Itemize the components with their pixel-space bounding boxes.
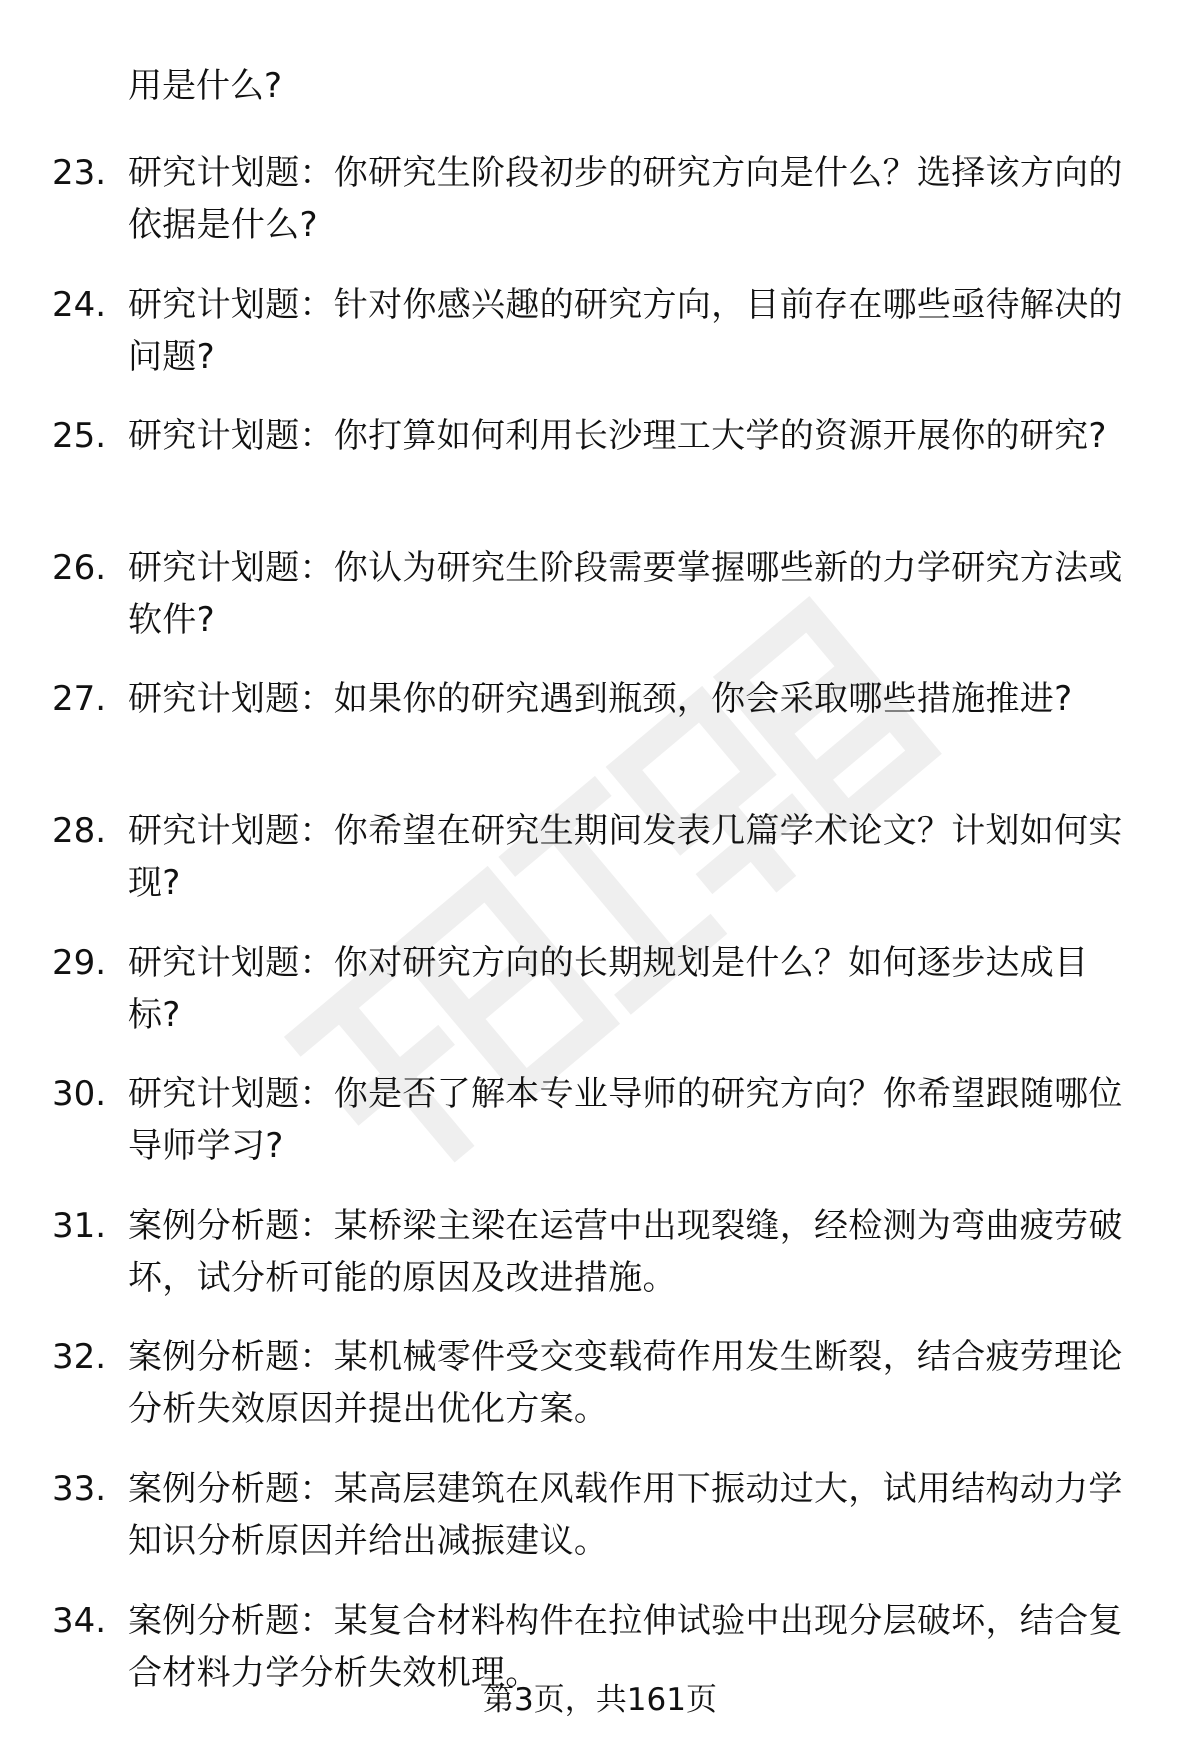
question-number: 32. <box>52 1337 107 1378</box>
question-number: 23. <box>52 153 107 193</box>
question-item <box>0 1463 1200 1595</box>
question-number: 34. <box>52 1600 107 1641</box>
question-number: 31. <box>52 1205 107 1246</box>
page-footer: 第3页，共161页 <box>483 1682 717 1718</box>
question-list <box>0 147 1200 1726</box>
question-text: 研究计划题：你打算如何利用长沙理工大学的资源开展你的研究? <box>128 416 1107 457</box>
question-text: 研究计划题：你希望在研究生期间发表几篇学术论文？计划如何实现? <box>128 810 1123 903</box>
question-number: 30. <box>52 1074 107 1115</box>
question-text: 研究计划题：你对研究方向的长期规划是什么？如何逐步达成目标? <box>128 942 1089 1035</box>
question-text: 案例分析题：某机械零件受交变载荷作用发生断裂，结合疲劳理论分析失效原因并提出优化方案。 <box>128 1337 1123 1430</box>
question-number: 28. <box>52 810 107 851</box>
question-text: 研究计划题：你认为研究生阶段需要掌握哪些新的力学研究方法或软件? <box>128 547 1123 640</box>
question-item <box>0 410 1200 542</box>
question-item <box>0 542 1200 674</box>
question-text: 案例分析题：某高层建筑在风载作用下振动过大，试用结构动力学知识分析原因并给出减振建议。 <box>128 1468 1123 1561</box>
question-item <box>0 805 1200 937</box>
question-item <box>0 1068 1200 1200</box>
question-text: 研究计划题：如果你的研究遇到瓶颈，你会采取哪些措施推进? <box>128 679 1073 720</box>
question-item <box>0 937 1200 1069</box>
question-text: 案例分析题：某复合材料构件在拉伸试验中出现分层破坏，结合复合材料力学分析失效机理。 <box>128 1600 1123 1693</box>
question-number: 33. <box>52 1468 107 1509</box>
question-text: 研究计划题：你是否了解本专业导师的研究方向？你希望跟随哪位导师学习? <box>128 1074 1123 1167</box>
continuation-text: 用是什么? <box>128 66 283 106</box>
question-number: 27. <box>52 679 107 720</box>
question-text: 研究计划题：针对你感兴趣的研究方向，目前存在哪些亟待解决的问题? <box>128 284 1123 377</box>
question-number: 26. <box>52 547 107 588</box>
question-item <box>0 147 1200 279</box>
question-number: 29. <box>52 942 107 983</box>
question-number: 25. <box>52 416 107 457</box>
question-text: 研究计划题：你研究生阶段初步的研究方向是什么？选择该方向的依据是什么? <box>128 153 1123 245</box>
question-item <box>0 1331 1200 1463</box>
question-item <box>0 673 1200 805</box>
question-number: 24. <box>52 284 107 325</box>
question-item <box>0 1200 1200 1332</box>
question-text: 案例分析题：某桥梁主梁在运营中出现裂缝，经检测为弯曲疲劳破坏，试分析可能的原因及改进措施。 <box>128 1205 1123 1298</box>
question-item <box>0 279 1200 411</box>
